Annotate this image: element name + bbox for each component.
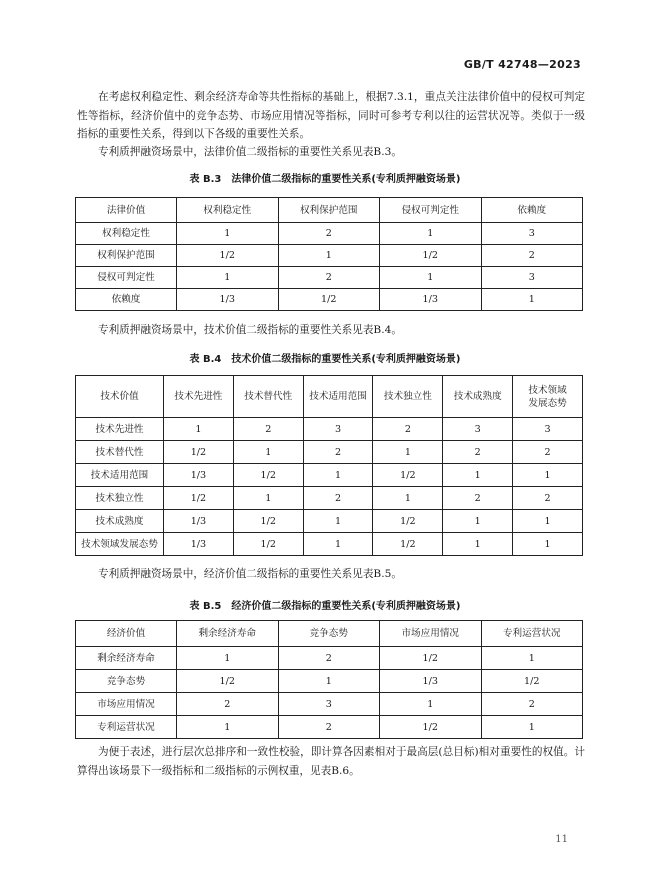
value-cell: 1 — [177, 223, 279, 245]
value-cell: 1 — [513, 533, 583, 556]
value-cell: 1/3 — [380, 670, 482, 693]
table-row — [76, 418, 583, 441]
value-cell: 1/2 — [164, 487, 234, 510]
row-label-cell: 市场应用情况 — [76, 693, 177, 716]
row-label-cell: 依赖度 — [76, 289, 177, 311]
value-cell: 2 — [513, 487, 583, 510]
value-cell: 2 — [373, 418, 443, 441]
value-cell: 2 — [513, 441, 583, 464]
value-cell: 1/3 — [177, 289, 279, 311]
column-header: 技术价值 — [76, 376, 164, 418]
value-cell: 1/3 — [164, 510, 234, 533]
value-cell: 1 — [303, 510, 373, 533]
value-cell: 2 — [278, 716, 380, 739]
value-cell: 2 — [303, 487, 373, 510]
table-b5 — [75, 620, 583, 739]
table-header-row — [76, 198, 583, 223]
value-cell: 1 — [303, 464, 373, 487]
column-header: 法律价值 — [76, 198, 177, 223]
value-cell: 1 — [513, 464, 583, 487]
table-row — [76, 464, 583, 487]
table-row — [76, 441, 583, 464]
value-cell: 1/2 — [380, 716, 482, 739]
table-b4 — [75, 375, 583, 556]
value-cell: 1/2 — [233, 464, 303, 487]
column-header: 依赖度 — [481, 198, 583, 223]
value-cell: 1 — [380, 223, 482, 245]
value-cell: 1 — [481, 647, 583, 670]
value-cell: 1/2 — [373, 510, 443, 533]
table-b3 — [75, 197, 583, 311]
row-label-cell: 技术替代性 — [76, 441, 164, 464]
row-label-cell: 技术领域发展态势 — [76, 533, 164, 556]
table-row — [76, 670, 583, 693]
intro-paragraph: 在考虑权利稳定性、剩余经济寿命等共性指标的基础上，根据7.3.1，重点关注法律价值中的侵权可判定性等指标，经济价值中的竞争态势、市场应用情况等指标，同时可参考专利以往的运营状况等。类似于一级指标的重要性关系，得到以下各级的重要性关系。 — [77, 91, 585, 140]
row-label-cell: 技术成熟度 — [76, 510, 164, 533]
column-header: 侵权可判定性 — [380, 198, 482, 223]
column-header: 权利稳定性 — [177, 198, 279, 223]
table-row — [76, 487, 583, 510]
column-header: 市场应用情况 — [380, 621, 482, 647]
value-cell: 1 — [177, 647, 279, 670]
value-cell: 3 — [481, 267, 583, 289]
value-cell: 1/3 — [380, 289, 482, 311]
table-row — [76, 245, 583, 267]
value-cell: 1/2 — [177, 245, 279, 267]
row-label-cell: 剩余经济寿命 — [76, 647, 177, 670]
value-cell: 1/2 — [380, 647, 482, 670]
value-cell: 1/2 — [233, 533, 303, 556]
value-cell: 2 — [233, 418, 303, 441]
column-header: 专利运营状况 — [481, 621, 583, 647]
value-cell: 2 — [278, 647, 380, 670]
value-cell: 1 — [177, 716, 279, 739]
value-cell: 1/2 — [164, 441, 234, 464]
value-cell: 1 — [380, 693, 482, 716]
value-cell: 3 — [278, 693, 380, 716]
value-cell: 2 — [443, 441, 513, 464]
table-row — [76, 267, 583, 289]
value-cell: 1 — [443, 533, 513, 556]
table-b4-reference: 专利质押融资场景中，技术价值二级指标的重要性关系见表B.4。 — [98, 324, 402, 336]
row-label-cell: 技术独立性 — [76, 487, 164, 510]
value-cell: 2 — [177, 693, 279, 716]
value-cell: 1 — [481, 716, 583, 739]
value-cell: 1/2 — [481, 670, 583, 693]
value-cell: 1 — [278, 245, 380, 267]
table-row — [76, 533, 583, 556]
value-cell: 1 — [513, 510, 583, 533]
table-row — [76, 647, 583, 670]
row-label-cell: 技术先进性 — [76, 418, 164, 441]
column-header: 经济价值 — [76, 621, 177, 647]
row-label-cell: 竞争态势 — [76, 670, 177, 693]
table-row — [76, 510, 583, 533]
value-cell: 2 — [443, 487, 513, 510]
table-header-row — [76, 621, 583, 647]
value-cell: 1 — [278, 670, 380, 693]
table-b3-caption: 表 B.3 法律价值二级指标的重要性关系(专利质押融资场景) — [189, 174, 461, 185]
value-cell: 1 — [177, 267, 279, 289]
table-b5-caption: 表 B.5 经济价值二级指标的重要性关系(专利质押融资场景) — [189, 601, 461, 612]
row-label-cell: 权利稳定性 — [76, 223, 177, 245]
column-header: 竞争态势 — [278, 621, 380, 647]
value-cell: 2 — [303, 441, 373, 464]
value-cell: 3 — [443, 418, 513, 441]
value-cell: 2 — [481, 245, 583, 267]
value-cell: 1/2 — [233, 510, 303, 533]
table-row — [76, 223, 583, 245]
value-cell: 3 — [513, 418, 583, 441]
page-number: 11 — [555, 834, 568, 845]
closing-paragraph: 为便于表述，进行层次总排序和一致性校验，即计算各因素相对于最高层(总目标)相对重要性的权值。计算得出该场景下一级指标和二级指标的示例权重，见表B.6。 — [77, 746, 585, 777]
value-cell: 1 — [303, 533, 373, 556]
table-row — [76, 289, 583, 311]
value-cell: 1/3 — [164, 533, 234, 556]
value-cell: 3 — [481, 223, 583, 245]
value-cell: 1 — [443, 464, 513, 487]
value-cell: 1/2 — [373, 533, 443, 556]
row-label-cell: 技术适用范围 — [76, 464, 164, 487]
value-cell: 1 — [233, 441, 303, 464]
table-b4-caption: 表 B.4 技术价值二级指标的重要性关系(专利质押融资场景) — [189, 354, 461, 365]
value-cell: 1/2 — [380, 245, 482, 267]
value-cell: 1 — [481, 289, 583, 311]
row-label-cell: 权利保护范围 — [76, 245, 177, 267]
column-header: 技术先进性 — [164, 376, 234, 418]
value-cell: 1 — [373, 441, 443, 464]
value-cell: 1 — [233, 487, 303, 510]
table-b5-reference: 专利质押融资场景中，经济价值二级指标的重要性关系见表B.5。 — [98, 568, 402, 580]
value-cell: 2 — [278, 267, 380, 289]
column-header: 技术领域 发展态势 — [513, 376, 583, 418]
value-cell: 1 — [380, 267, 482, 289]
value-cell: 2 — [481, 693, 583, 716]
value-cell: 3 — [303, 418, 373, 441]
value-cell: 2 — [278, 223, 380, 245]
value-cell: 1/2 — [278, 289, 380, 311]
column-header: 剩余经济寿命 — [177, 621, 279, 647]
row-label-cell: 专利运营状况 — [76, 716, 177, 739]
value-cell: 1 — [443, 510, 513, 533]
column-header: 技术替代性 — [233, 376, 303, 418]
table-b3-reference: 专利质押融资场景中，法律价值二级指标的重要性关系见表B.3。 — [98, 146, 402, 158]
value-cell: 1/3 — [164, 464, 234, 487]
table-header-row — [76, 376, 583, 418]
column-header: 技术适用范围 — [303, 376, 373, 418]
column-header: 技术独立性 — [373, 376, 443, 418]
value-cell: 1 — [164, 418, 234, 441]
column-header: 权利保护范围 — [278, 198, 380, 223]
table-row — [76, 693, 583, 716]
value-cell: 1/2 — [373, 464, 443, 487]
row-label-cell: 侵权可判定性 — [76, 267, 177, 289]
value-cell: 1 — [373, 487, 443, 510]
value-cell: 1/2 — [177, 670, 279, 693]
column-header: 技术成熟度 — [443, 376, 513, 418]
standard-code: GB/T 42748—2023 — [463, 58, 581, 71]
table-row — [76, 716, 583, 739]
